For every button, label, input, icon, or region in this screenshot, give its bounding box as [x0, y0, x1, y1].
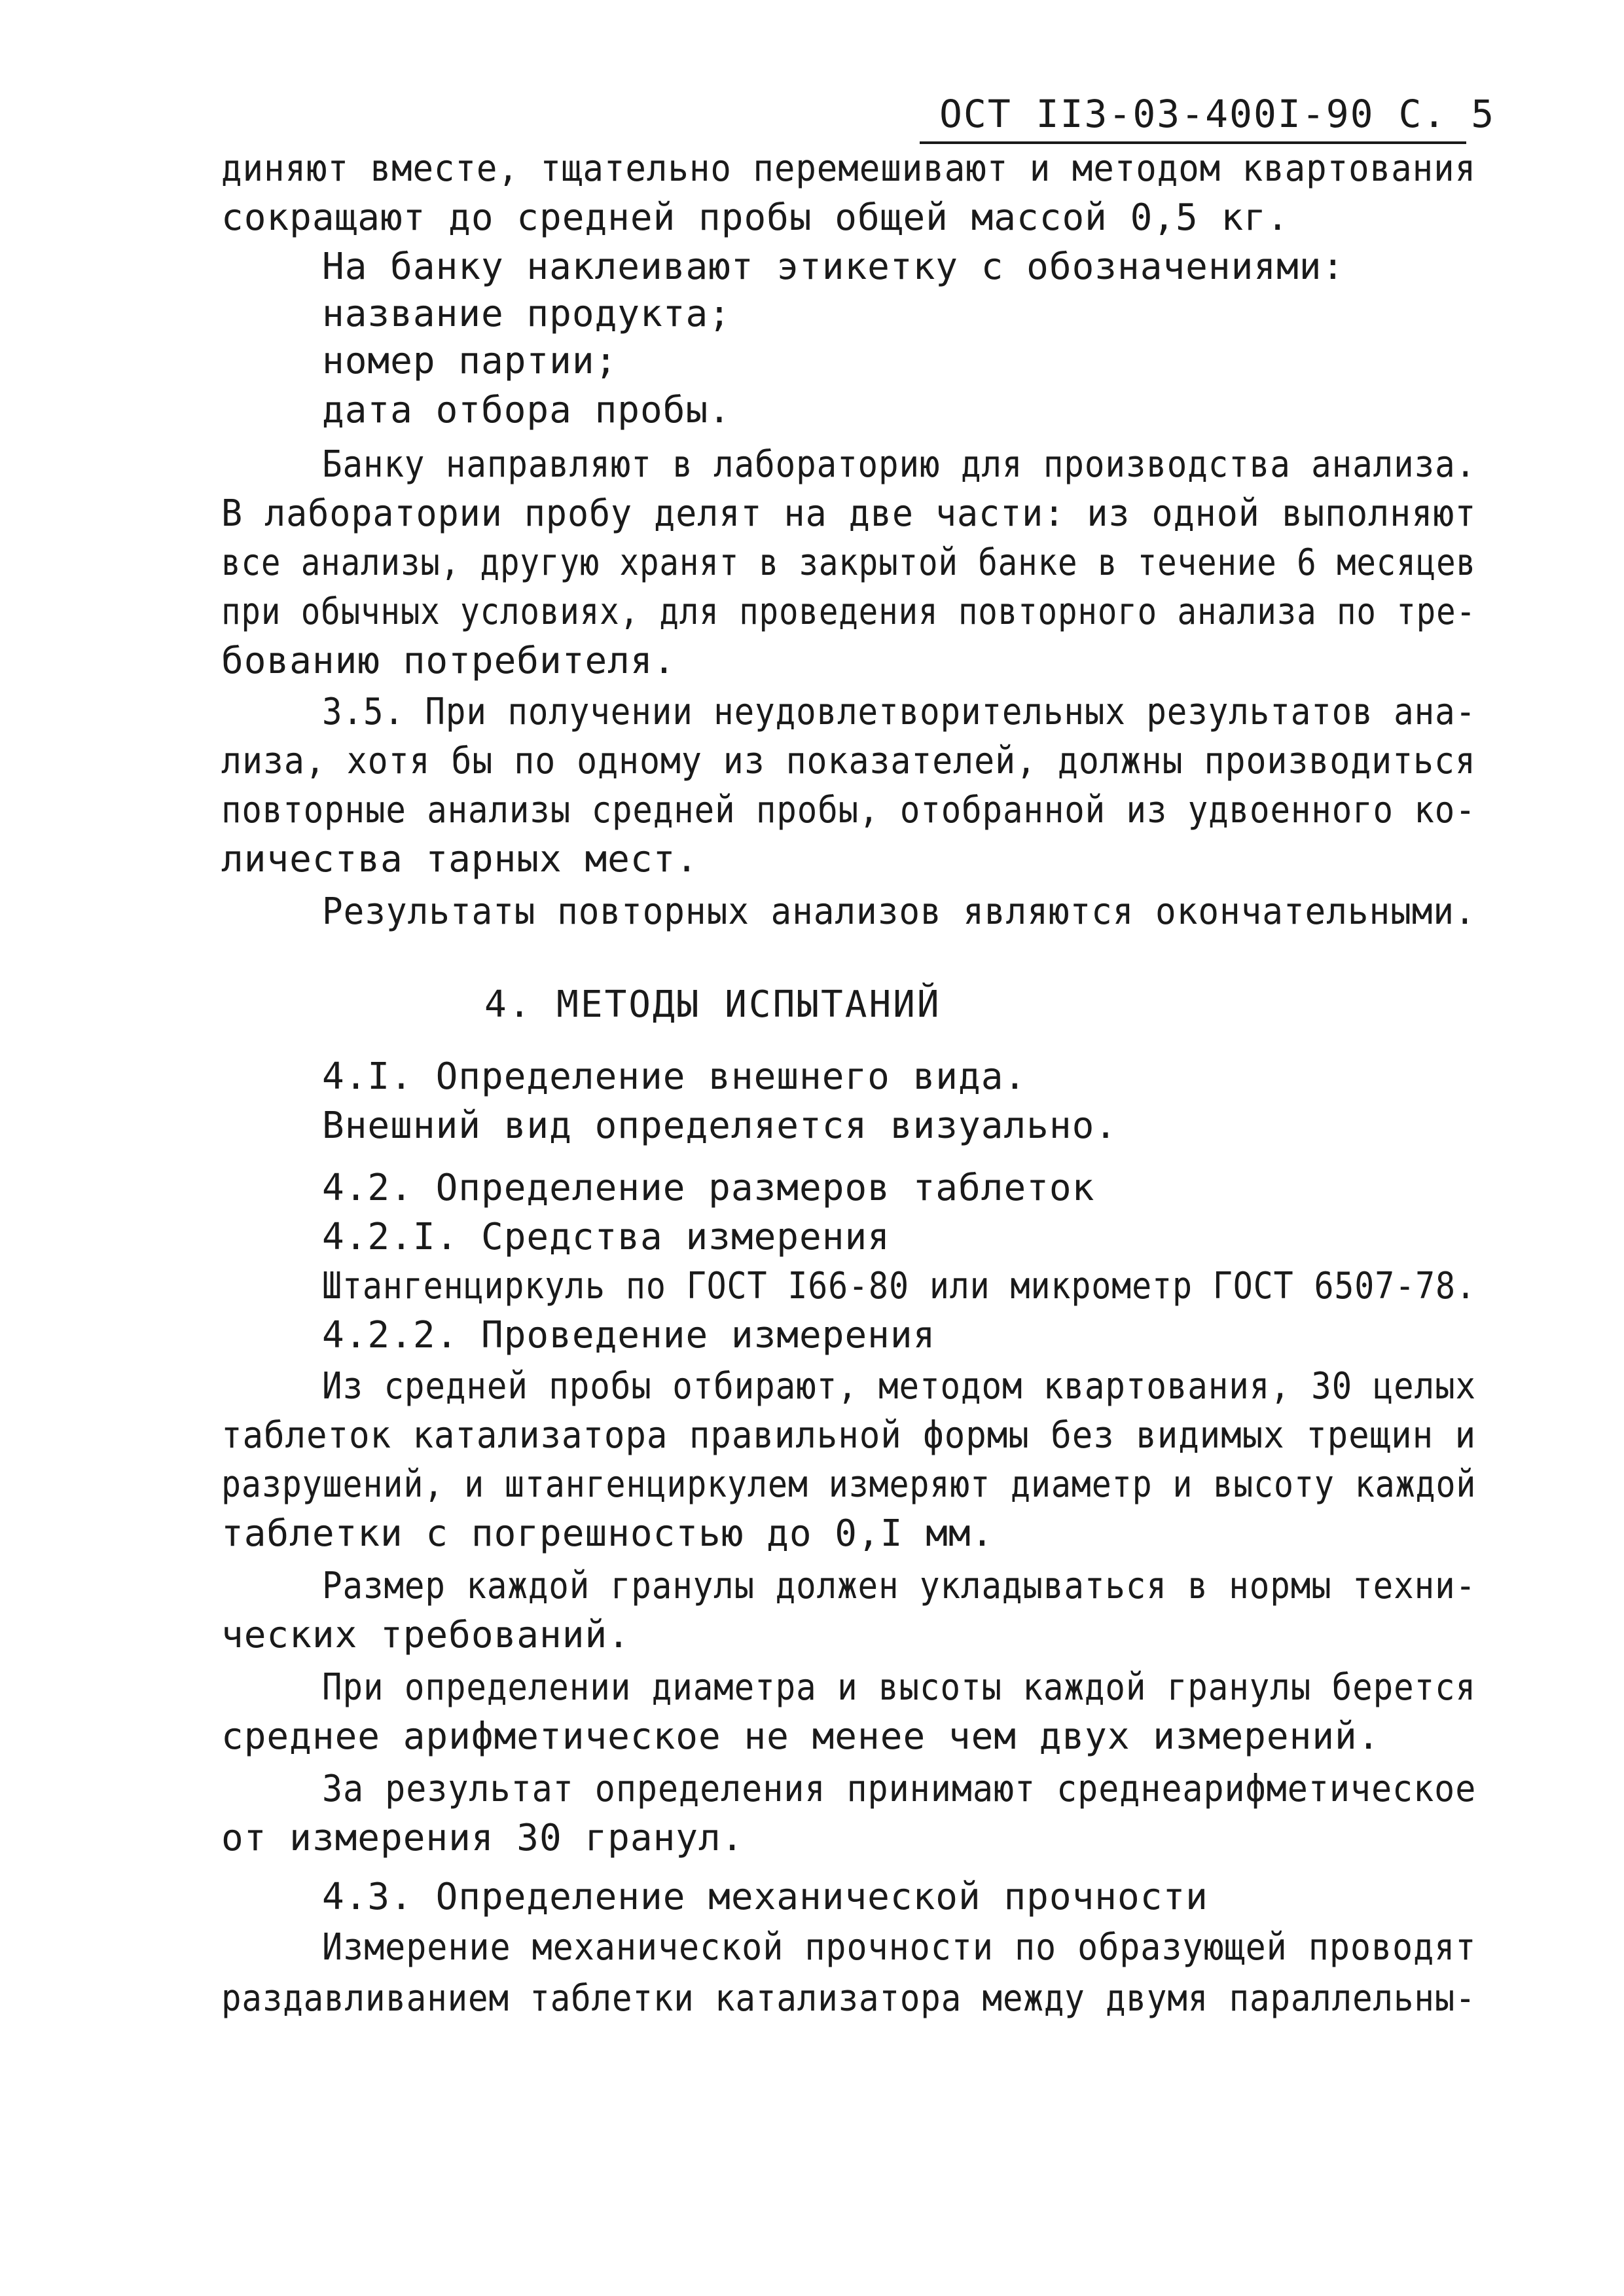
text-line: Измерение механической прочности по образующей проводят: [322, 1926, 1477, 1969]
text-line: дата отбора пробы.: [322, 389, 731, 431]
text-line: сокращают до средней пробы общей массой 0,5 кг.: [221, 196, 1290, 239]
text-line: Штангенциркуль по ГОСТ I66-80 или микрометр ГОСТ 6507-78.: [322, 1265, 1476, 1307]
text-line: повторные анализы средней пробы, отобранной из удвоенного ко-: [221, 789, 1476, 831]
text-line: В лаборатории пробу делят на две части: из одной выполняют: [221, 492, 1477, 535]
text-line: Из средней пробы отбирают, методом квартования, 30 целых: [322, 1365, 1477, 1408]
text-line: среднее арифметическое не менее чем двух измерений.: [221, 1715, 1380, 1758]
text-line: название продукта;: [322, 293, 731, 335]
text-line: диняют вместе, тщательно перемешивают и методом квартования: [221, 147, 1477, 190]
text-line: таблеток катализатора правильной формы без видимых трещин и: [221, 1414, 1477, 1457]
text-line: от измерения 30 гранул.: [221, 1817, 744, 1859]
text-line: 4.2.2. Проведение измерения: [322, 1314, 936, 1357]
text-line: Банку направляют в лабораторию для производства анализа.: [322, 443, 1477, 486]
text-line: 4.3. Определение механической прочности: [322, 1876, 1208, 1918]
text-line: все анализы, другую хранят в закрытой банке в течение 6 месяцев: [221, 541, 1476, 584]
text-line: Размер каждой гранулы должен укладываться в нормы техни-: [322, 1565, 1477, 1607]
section-heading: 4. МЕТОДЫ ИСПЫТАНИЙ: [484, 983, 941, 1026]
text-line: личества тарных мест.: [221, 838, 699, 881]
page-header: [920, 92, 1496, 144]
text-line: 4.2.I. Средства измерения: [322, 1216, 890, 1258]
text-line: На банку наклеивают этикетку с обозначениями:: [322, 246, 1345, 288]
text-line: Результаты повторных анализов являются окончательными.: [322, 890, 1476, 933]
text-line: при обычных условиях, для проведения повторного анализа по тре-: [221, 591, 1476, 633]
text-line: разрушений, и штангенциркулем измеряют диаметр и высоту каждой: [221, 1463, 1477, 1506]
text-line: Внешний вид определяется визуально.: [322, 1104, 1118, 1147]
text-line: При определении диаметра и высоты каждой гранулы берется: [322, 1666, 1477, 1709]
text-line: раздавливанием таблетки катализатора между двумя параллельны-: [221, 1977, 1476, 2020]
text-line: номер партии;: [322, 340, 618, 382]
text-line: 3.5. При получении неудовлетворительных результатов ана-: [322, 691, 1477, 733]
text-line: За результат определения принимают среднеарифметическое: [322, 1768, 1477, 1810]
text-line: бованию потребителя.: [221, 640, 676, 682]
text-line: 4.I. Определение внешнего вида.: [322, 1055, 1027, 1098]
text-line: таблетки с погрешностью до 0,I мм.: [221, 1512, 994, 1555]
text-line: лиза, хотя бы по одному из показателей, должны производиться: [221, 740, 1476, 782]
text-line: ческих требований.: [221, 1614, 630, 1656]
document-reference: ОСТ II3-03-400I-90 С. 5: [939, 92, 1496, 136]
text-line: 4.2. Определение размеров таблеток: [322, 1167, 1095, 1209]
